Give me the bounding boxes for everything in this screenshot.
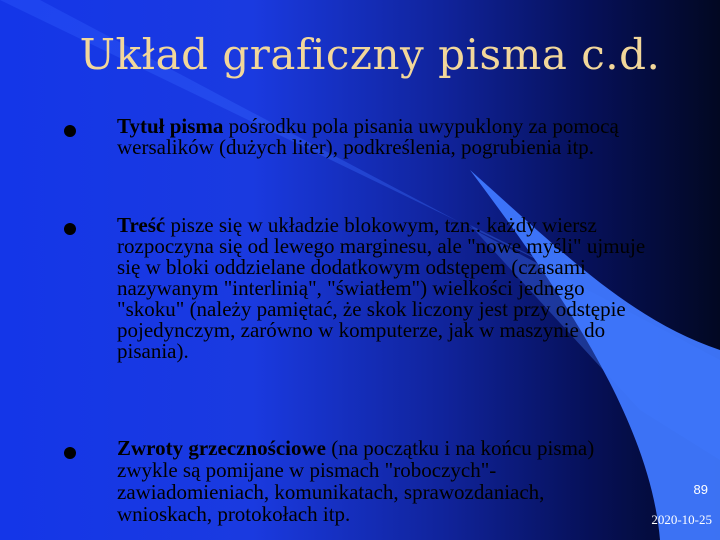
slide-date: 2020-10-25 <box>651 512 712 527</box>
list-item-3 <box>117 437 637 525</box>
list-item-2 <box>117 215 652 362</box>
item-1-bold: Tytuł pisma <box>117 114 224 138</box>
item-1-text: pośrodku pola pisania uwypuklony za pomocą wersalików (dużych liter), podkreślenia, pogrubienia itp. <box>117 114 619 159</box>
bullet-3 <box>64 447 76 459</box>
bullet-2 <box>64 223 76 235</box>
page-number: 89 <box>693 482 708 497</box>
item-2-text: pisze się w układzie blokowym, tzn.: każdy wiersz rozpoczyna się od lewego marginesu, ale "nowe myśli" ujmuje się w bloki oddzielane dodatkowym odstępem (czasami nazywanym "interlinią", "światłem") wielkości jednego "skoku" (należy pamiętać, że skok liczony jest przy odstępie pojedynczym, zarówno w komputerze, jak w maszynie do pisania). <box>117 213 646 363</box>
item-3-bold: Zwroty grzecznościowe <box>117 436 326 460</box>
item-2-bold: Treść <box>117 213 166 237</box>
bullet-1 <box>64 125 76 137</box>
slide-title: Układ graficzny pisma c.d. <box>79 30 661 79</box>
item-3-text: (na początku i na końcu pisma) zwykle są pomijane w pismach "roboczych"- zawiadomieniach, komunikatach, sprawozdaniach, wnioskach, protokołach itp. <box>117 436 595 526</box>
list-item-1 <box>117 116 657 158</box>
